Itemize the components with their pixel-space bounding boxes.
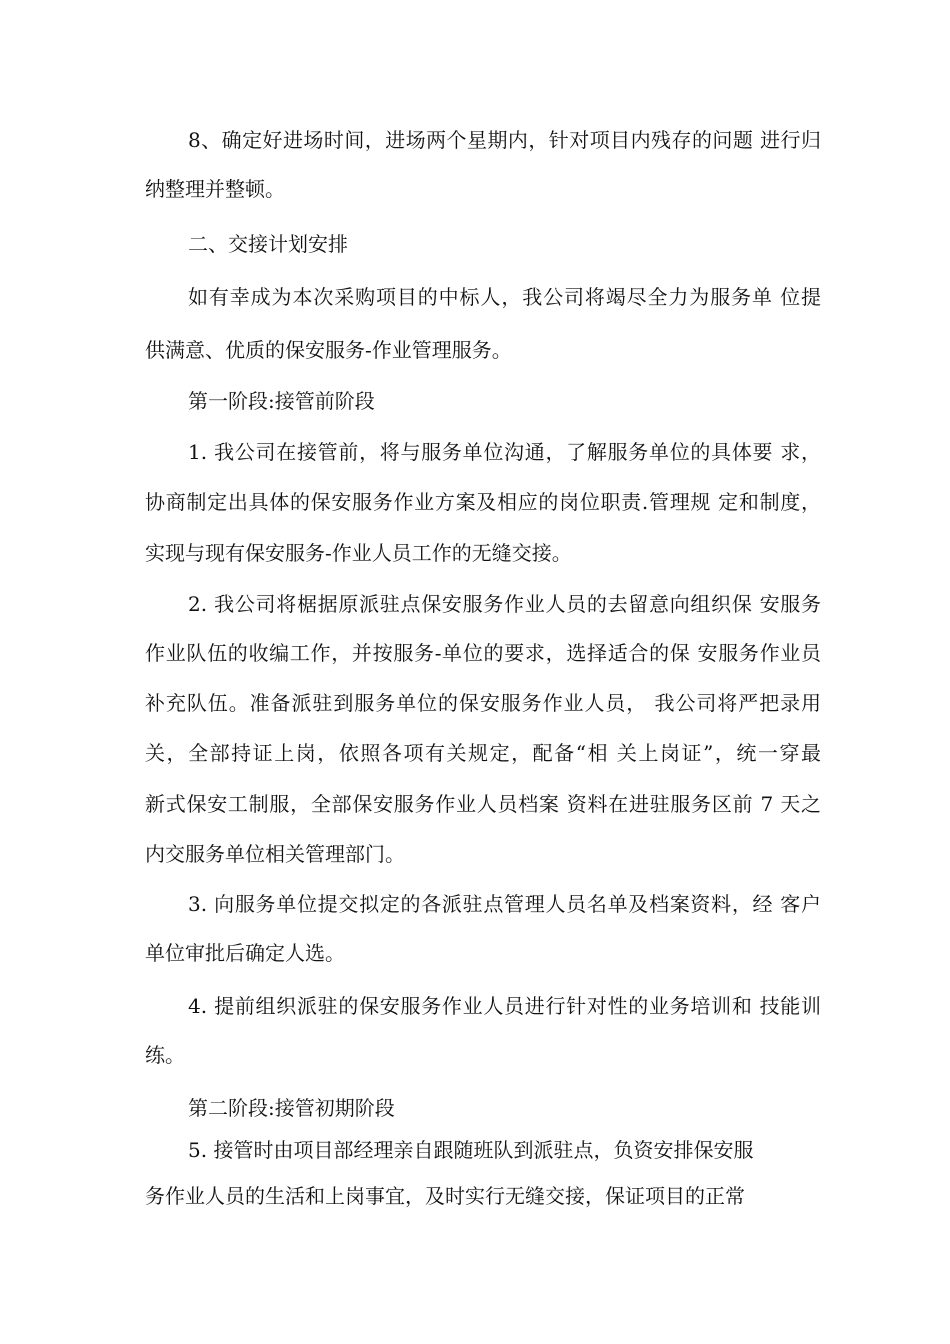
item-5-line-2: 务作业人员的生活和上岗事宜，及时实行无缝交接，保证项目的正常 [145, 1184, 745, 1208]
item-4-line-1: 4. 提前组织派驻的保安服务作业人员进行针对性的业务培训和 技能训 [188, 994, 821, 1018]
item-2-line-2: 作业队伍的收编工作，并按服务-单位的要求，选择适合的保 安服务作业员 [145, 641, 821, 665]
stage-two-heading: 第二阶段:接管初期阶段 [188, 1096, 395, 1120]
item-2-line-6: 内交服务单位相关管理部门。 [145, 842, 405, 866]
intro-line-1: 如有幸成为本次采购项目的中标人，我公司将竭尽全力为服务单 位提 [188, 285, 821, 309]
intro-line-2: 供满意、优质的保安服务-作业管理服务。 [145, 338, 512, 362]
paragraph-8-line-2: 纳整理并整顿。 [145, 177, 285, 201]
section-heading-handover-plan: 二、交接计划安排 [188, 232, 348, 256]
item-2-line-1: 2. 我公司将椐据原派驻点保安服务作业人员的去留意向组织保 安服务 [188, 592, 821, 616]
item-1-line-1: 1. 我公司在接管前，将与服务单位沟通，了解服务单位的具体要 求， [188, 440, 821, 464]
item-1-line-2: 协商制定出具体的保安服务作业方案及相应的岗位职责.管理规 定和制度， [145, 490, 821, 514]
item-5-line-1: 5. 接管时由项目部经理亲自跟随班队到派驻点，负资安排保安服 [188, 1138, 754, 1162]
item-2-line-5: 新式保安工制服，全部保安服务作业人员档案 资料在进驻服务区前 7 天之 [145, 792, 821, 816]
item-2-line-4: 关，全部持证上岗，依照各项有关规定，配备“相 关上岗证”，统一穿最 [145, 741, 821, 765]
paragraph-8-line-1: 8、确定好进场时间，进场两个星期内，针对项目内残存的问题 进行归 [188, 128, 821, 152]
item-3-line-1: 3. 向服务单位提交拟定的各派驻点管理人员名单及档案资料，经 客户 [188, 892, 821, 916]
item-1-line-3: 实现与现有保安服务-作业人员工作的无缝交接。 [145, 541, 572, 565]
item-2-line-3: 补充队伍。准备派驻到服务单位的保安服务作业人员， 我公司将严把录用 [145, 691, 821, 715]
item-4-line-2: 练。 [145, 1043, 185, 1067]
item-3-line-2: 单位审批后确定人选。 [145, 941, 345, 965]
stage-one-heading: 第一阶段:接管前阶段 [188, 389, 375, 413]
